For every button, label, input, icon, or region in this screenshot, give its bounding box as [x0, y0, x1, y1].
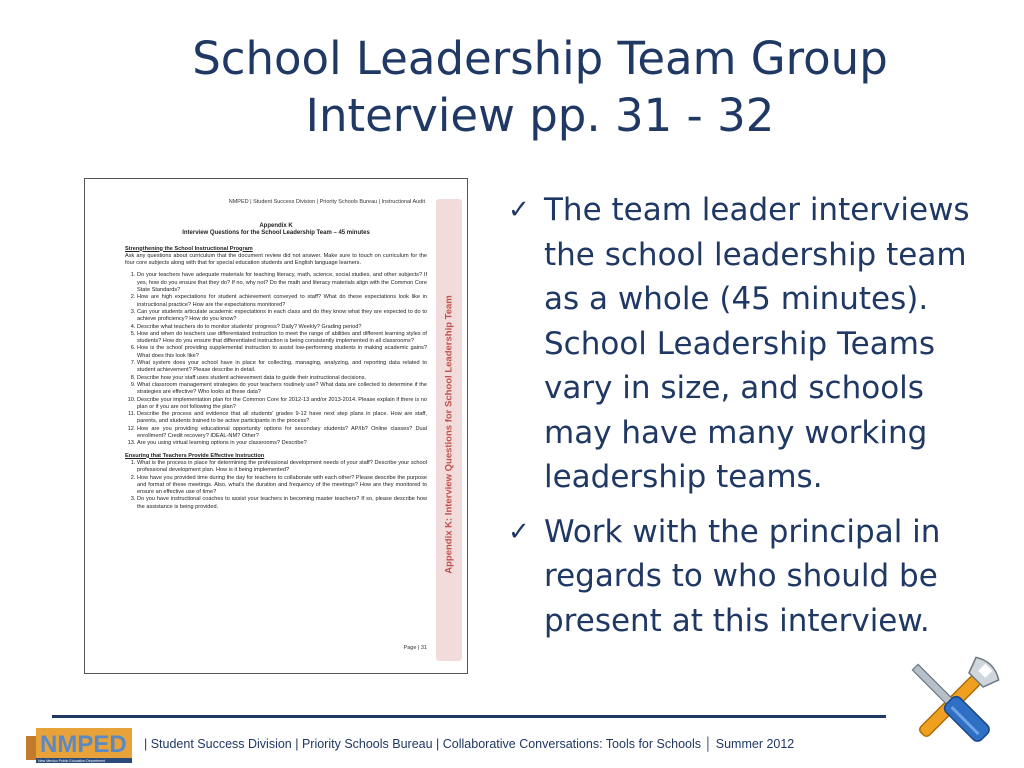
section1-list: [125, 272, 427, 447]
side-tab-label: Appendix K: Interview Questions for School Leadership Team: [443, 295, 455, 574]
page-number: Page | 31: [403, 645, 427, 651]
wrench-screwdriver-icon: [896, 648, 1008, 760]
nmped-logo: [26, 724, 136, 764]
question-item: 3. Can your students articulate academic expectations in each class and do they know what they are expected to do to achieve proficiency? How do you know?: [137, 309, 427, 324]
appendix-label: Appendix K: [259, 223, 293, 229]
question-item: 9. What classroom management strategies do your teachers routinely use? What data are collected to determine if the strategies are effective? Who looks at these data?: [137, 382, 427, 397]
bullet-item: [508, 510, 998, 644]
question-item: 11. Describe the process and evidence that all students' grades 9-12 have next step plans in place. How are staff, parents, and students trained to be active participants in the process?: [137, 411, 427, 426]
question-item: 10. Describe your implementation plan for the Common Core for 2012-13 and/or 2013-2014. Please explain if there is no plan or if you are not following the plan?: [137, 397, 427, 412]
question-item: 3. Do you have instructional coaches to assist your teachers in becoming master teachers? If so, please describe how the assistance is being provided.: [137, 496, 427, 511]
question-item: 13. Are you using virtual learning options in your classrooms? Describe?: [137, 440, 427, 447]
question-item: 8. Describe how your staff uses student achievement data to guide their instructional decisions.: [137, 375, 427, 382]
bullet-item: [508, 188, 998, 500]
question-item: 7. What system does your school have in place for collecting, managing, analyzing, and reporting data related to student achievement? Please describe in detail.: [137, 360, 427, 375]
question-item: 6. How is the school providing supplemental instruction to assist low-performing students in making academic gains? What does this look like?: [137, 345, 427, 360]
footer-text: | Student Success Division | Priority Schools Bureau | Collaborative Conversations: Tools for Schools │ Summer 2012: [144, 737, 795, 751]
question-item: 12. How are you providing educational opportunity options for secondary students? AP/Ib? Online classes? Dual enrollment? Credit recovery? IDEAL-NM? Other?: [137, 426, 427, 441]
section1-intro: Ask any questions about curriculum that the document review did not answer. Make sure to touch on curriculum for the four core subjects along with that for special education students and English language learners.: [125, 252, 427, 267]
question-item: 1. Do your teachers have adequate materials for teaching literacy, math, science, social studies, and other subjects? If yes, how do you ensure that they do? If no, why not? Do the math and literacy materials align with the Common Core State Standards?: [137, 272, 427, 294]
appendix-page-image: [84, 178, 468, 674]
question-item: 1. What is the process in place for determining the professional development needs of your staff? Describe your school professional development plan. How is it being implemented?: [137, 460, 427, 475]
slide-title-line1: School Leadership Team Group: [192, 32, 888, 85]
logo-subtext: New Mexico Public Education Department: [38, 759, 106, 764]
slide-title: [120, 30, 960, 144]
logo-text: NMPED: [40, 731, 127, 758]
question-item: 2. How are high expectations for student achievement conveyed to staff? What do these expectations look like in instructional practice? How are the expectations monitored?: [137, 294, 427, 309]
document-header: NMPED | Student Success Division | Priority Schools Bureau | Instructional Audit: [228, 199, 425, 205]
section2-heading: Ensuring that Teachers Provide Effective Instruction: [125, 452, 265, 459]
section1-heading: Strengthening the School Instructional Program: [125, 245, 253, 252]
bullet-list: [508, 188, 998, 653]
slide-title-line2: Interview pp. 31 - 32: [305, 89, 775, 142]
checkmark-icon: ✓: [508, 516, 530, 547]
bullet-text: The team leader interviews the school leadership team as a whole (45 minutes). School Leadership Teams vary in size, and schools may have many working leadership teams.: [544, 192, 970, 495]
appendix-title: Interview Questions for the School Leadership Team – 45 minutes: [182, 230, 370, 237]
question-item: 2. How have you provided time during the day for teachers to collaborate with each other? Please describe the purpose and format of these meetings. Also, what's the duration and frequency of the meetings? How are they monitored to ensure an effective use of time?: [137, 475, 427, 497]
checkmark-icon: ✓: [508, 195, 530, 225]
footer-divider: [52, 715, 886, 718]
question-item: 4. Describe what teachers do to monitor students' progress? Daily? Weekly? Grading period?: [137, 324, 427, 331]
section2-list: [125, 460, 427, 511]
bullet-text: Work with the principal in regards to who should be present at this interview.: [544, 513, 941, 639]
question-item: 5. How and when do teachers use differentiated instruction to meet the range of abilities and different learning styles of students? How do you ensure that differentiated instruction is being consistently implemented in all classrooms?: [137, 331, 427, 346]
document-body: [125, 223, 427, 516]
